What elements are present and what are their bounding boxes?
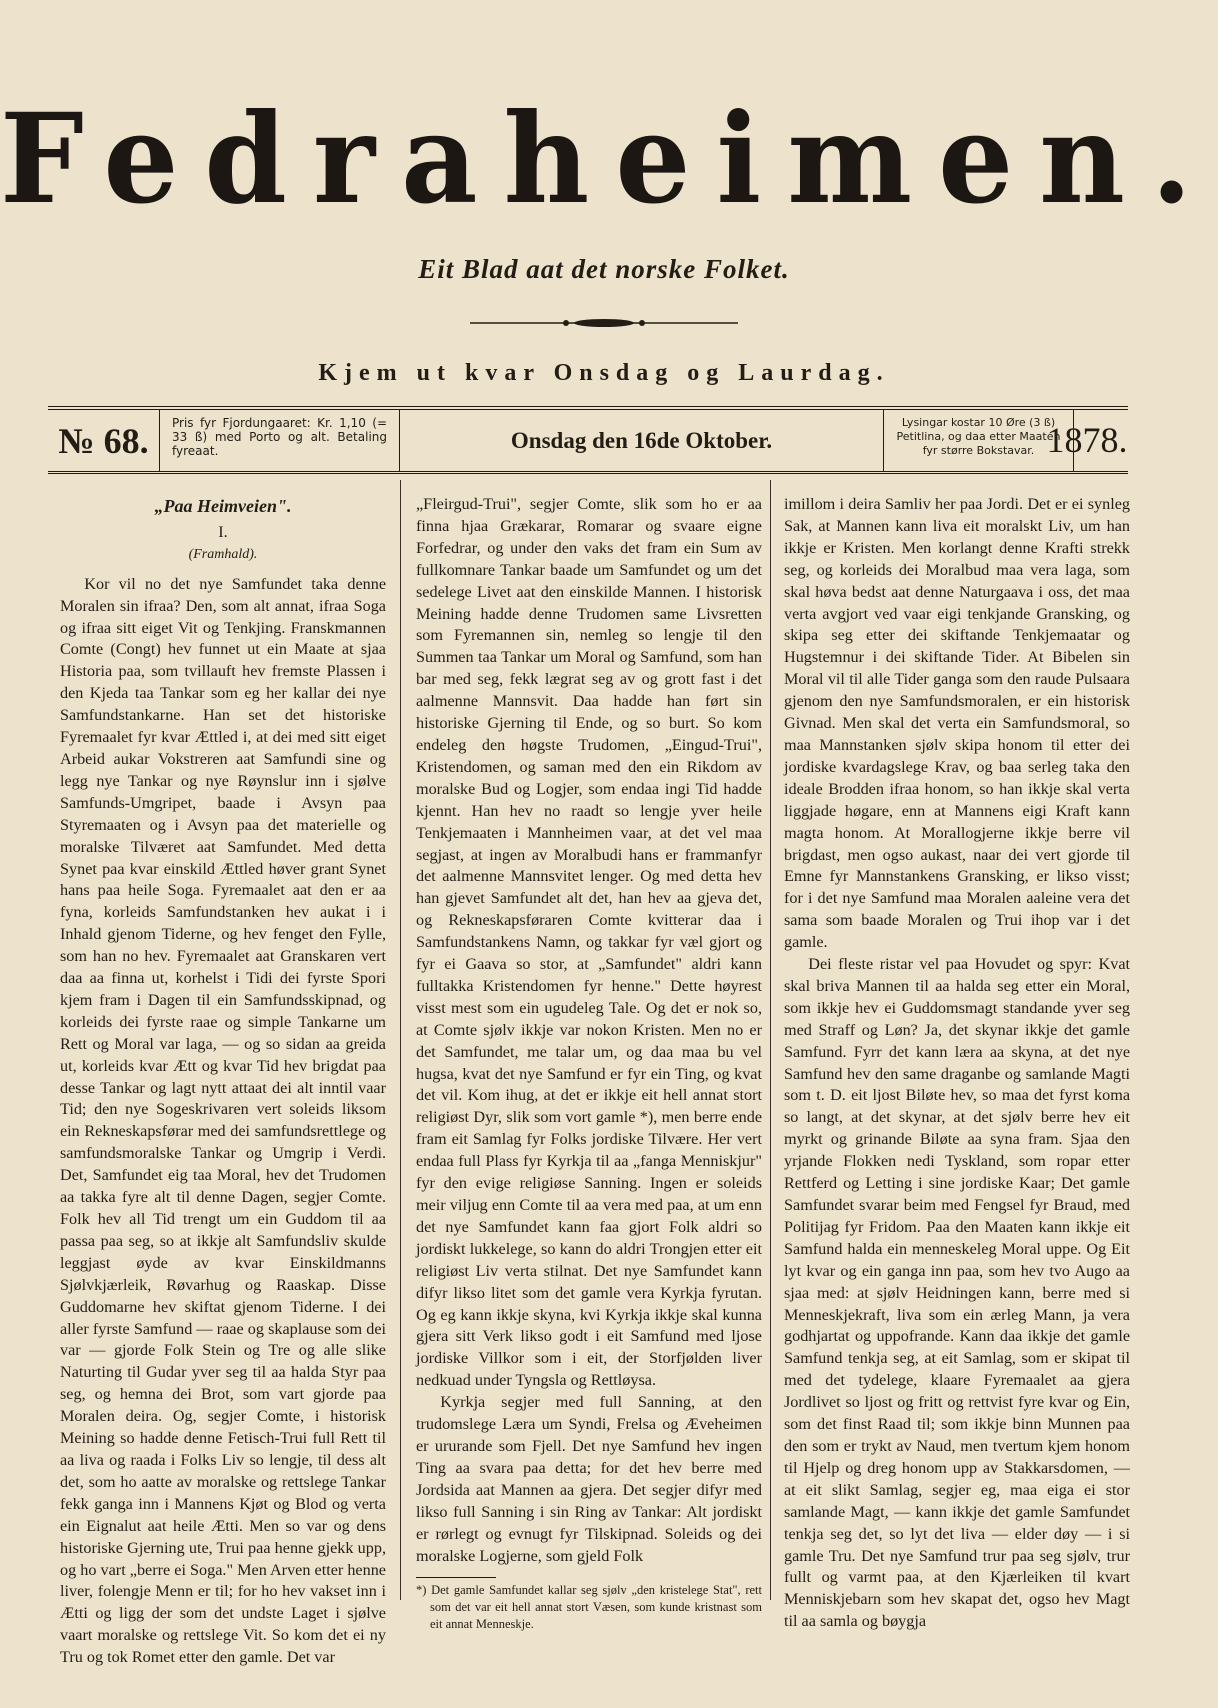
article-part: I.	[218, 522, 228, 541]
masthead-subtitle: Eit Blad aat det norske Folket.	[418, 254, 790, 284]
column-3	[784, 494, 1130, 1631]
article-note: (Framhald).	[188, 546, 258, 562]
masthead-title: Fedraheimen.	[0, 85, 1218, 232]
paragraph: Kyrkja segjer med full Sanning, at den trudomslege Læra um Syndi, Frelsa og Æveheimen er ururande som Fjell. Det nye Samfund hev ingen Ting aa svara paa detta; for det hev berre med Jordsida aat Mannen aa gjera. Det segjer difyr med likso full Sanning i sin Ring av Tankar: Alt jordiskt er rørlegt og evnugt fyr Tilskipnad. Soleids og dei moralske Logjerne, som gjeld Folk	[416, 1393, 762, 1565]
issue-year: 1878.	[1046, 420, 1128, 460]
paragraph: Dei fleste ristar vel paa Hovudet og spyr: Kvat skal briva Mannen til aa halda seg etter ein Moral, som ikkje hev ei Guddomsmagt standande yver seg med Straff og Løn? Ja, det skynar ikkje det gamle Samfund. Fyrr det kann læra aa skyna, at det nye Samfund hev den same draganbe og samlande Magti som t. D. eit ljost Biløte hev, so maa det fyrst koma so langt, at det skynar, at det sjølv berre hev eit myrkt og grinande Biløte aa syna fram. Sjaa den yrjande Flokken nedi Tyskland, som ropar etter Rettferd og Letting i sine jordiske Kaar; Det gamle Samfundet svarar beim med Fengsel fyr Braud, med Politijag fyr Fridom. Paa den Maaten kann ikkje eit Samfund halda ein menneskeleg Moral uppe. Og Eit lyt kvar og ein ganga inn paa, som hev tvo Augo aa sjaa med: at sjølv Heidningen kann, berre med si Menneskjekraft, liva som ein ærleg Mann, ja vera godhjartat og uppofrande. Kann daa ikkje det gamle Samfund tenkja seg, at eit Samlag, som er skipat til med det tydelege, klaare Fyremaalet aa gjera Jordlivet so ljost og fritt og rettvist fyre kvar og Ein, som det finst Raad til; som ikkje binn Munnen paa den som er trykt av Naud, men tvertum kjem honom til Hjelp og dreg honom upp av Stakkarsdomen, — at eit slikt Samlag, segjer eg, maa eiga ei stor samlande Magt, — kann ikkje det gamle Samfundet tenkja seg det, so lyt det liva — elder døy — i si gamle Tru. Det nye Samfund trur paa seg sjølv, trur fullt og varmt paa, at den Kjærleiken til kvart Menniskjebarn som hev skapat det, ogso hev Magt til aa samla og bøygja	[784, 955, 1130, 1631]
paragraph: Kor vil no det nye Samfundet taka denne Moralen sin ifraa? Den, som alt annat, ifraa Soga og ifraa sitt eiget Vit og Tenkjing. Franskmannen Comte (Congt) hev funnet ut ein Maate at sjaa Historia paa, som tvillauft hev fremste Plassen i den Kjeda taa Tankar som eg her kallar dei nye Samfundstankarne. Han set det historiske Fyremaalet fyr kvar Ættled i, at dei med sitt eiget Arbeid aukar Vokstreren aat Samfundi sine og legg nye Tankar og nye Røynslur inn i sjølve Samfunds-Umgripet, baade i Avsyn paa Styremaaten og i Avsyn paa det materielle og moralske Tilværet aat Samfundet. Med detta Synet paa kvar einskild Ættled høver grant Synet hans paa heile Soga. Fyremaalet aat den er aa fyna, korleids Samfundstanken hev aukat i i Inhald gjenom Tiderne, og hev fenget den Fylle, som han no hev. Fyremaalet aat Granskaren vert daa aa finna ut, korhelst i Tidi dei fyrste Spori kjem fram i Dagen til ein Samfundsskipnad, og korleids dei fyrste raae og simple Tankarne um Rett og Moral var laga, — og so sidan aa greida ut, korleids kvar Ætt og kvar Tid hev brigdat paa desse Tankar og lagt nytt attaat dei alt inntil vaar Tid; den nye Sogeskrivaren vert soleids liksom ein Rekneskapsførar med dei samfundsrettlege og samfundsmoralske Tankar og Umgrip i Verdi. Det, Samfundet eig taa Moral, hev det Trudomen aa takka fyre alt til denne Dagen, segjer Comte. Folk hev all Tid trengt um ein Guddom til aa passa paa seg, so at ikkje alt Samfundsliv skulde leggjast øyde av kvar Einskildmanns Sjølvkjærleik, Røvarhug og Raaskap. Disse Guddomarne hev skiftat gjenom Tiderne. I dei aller fyrste Samfund — raae og skaplause som dei var — gjorde Folk Stein og Tre og alle slike Naturting til Gudar yver seg til aa halda Styr paa seg, og hemna dei Brot, som vart gjorde paa Moralen deira. Og, segjer Comte, i historisk Meining so hadde denne Fetisch-Trui full Rett til aa liva og raada i Folks Liv so lengje, til dess alt det, som ho aatte av moralske og rettslege Tankar fekk ganga inn i Mannens Kjøt og Blod og verta ein Eignalut aat heile Ætti. Men so var og dens historiske Gjerning ute, Trui paa henne gjekk upp, og ho vart „berre ei Soga." Men Arven etter henne liver, folengje Menn er til; for ho hev vakset inn i Ætti og ligg der som det undste Laget i sjølve vaart moralske og rettslege Vit. So kom det ei ny Tru og tok Romet etter den gamle. Det var	[60, 574, 386, 1667]
issue-date: Onsdag den 16de Oktober.	[400, 410, 884, 471]
column-rule	[770, 480, 771, 1600]
info-bar	[48, 406, 1128, 474]
publication-schedule: Kjem ut kvar Onsdag og Laurdag.	[318, 360, 890, 386]
column-rule	[400, 480, 401, 1600]
advertising-rates: Lysingar kostar 10 Øre (3 ß) Petitlina, og daa etter Maaten fyr større Bokstavar.	[884, 410, 1074, 471]
paragraph: imillom i deira Samliv her paa Jordi. Det er ei synleg Sak, at Mannen kann liva eit moralskt Liv, um han ikkje er Kristen. Men korlangt denne Krafti strekk seg, og korleids dei Moralbud maa vera laga, som skal høva bedst aat denne Naturgaava i oss, det maa verta avgjort ved vaar eigi tenkjande Gransking, og skipa seg etter dei skiftande Tenkjemaatar og Hugstemnur i dei skiftande Tider. At Bibelen sin Moral vil til alle Tider ganga som den raude Pulsaara gjenom den nye Samfundsmoralen, er ein historisk Givnad. Men skal det verta ein Samfundsmoral, so maa Mannstanken sjølv skipa honom til etter dei jordiske kvardagslege Krav, og baa serleg taka den ideale Brodden ifraa honom, so han ikkje skal verta liggjade høgare, enn at Mannens eigi Kraft kann magta honom. At Morallogjerne ikkje berre vil brigdast, men ogso aukast, naar dei vert gjorde til Emne fyr Mannstankens Gransking, er likso visst; for i det nye Samfund maa Moralen aaleine vera det sama som baade Moralen og Trui ihop var i det gamle.	[784, 495, 1130, 952]
article-title: „Paa Heimveien".	[154, 496, 292, 516]
subscription-price: Pris fyr Fjordungaaret: Kr. 1,10 (= 33 ß) med Porto og alt. Betaling fyreaat.	[160, 410, 400, 471]
issue-number: № 68.	[48, 410, 160, 471]
footnote: *) Det gamle Samfundet kallar seg sjølv „den kristelege Stat", rett som det var eit hell annat stort Væsen, som kunde kristnast som eit annat Menneskje.	[416, 1583, 762, 1632]
column-1	[60, 494, 386, 1667]
footnote-rule	[416, 1577, 496, 1578]
column-2	[416, 494, 762, 1632]
ornament-divider-icon	[470, 314, 738, 332]
paragraph: „Fleirgud-Trui", segjer Comte, slik som ho er aa finna hjaa Grækarar, Romarar og svaare eigne Forfedrar, og under den vaks det fram ein Sum av fullkomnare Tankar baade um Samfundet og um det sedelege Livet aat den einskilde Mannen. I historisk Meining hadde denne Trudomen same Livsretten som Fyremannen sin, nemleg so lengje til den Summen taa Tankar um Moral og Samfund, som han bar med seg, fekk lægrat seg av og grott fast i det aalmenne Mannsvit. Daa hadde han ført sin historiske Gjerning til Ende, og so burt. So kom endeleg den høgste Trudomen, „Eingud-Trui", Kristendomen, og saman med den ein Rikdom av moralske Bud og Logjer, som endaa ingi Tid hadde kjennt. Han hev no raadt so lengje yver heile Tenkjemaaten i Mannheimen vaar, at det vel maa segjast, at ingen av Moralbudi hans er frammanfyr det aalmenne Mannsvitet lenger. Og med detta hev han gjevet Samfundet alt det, han hev aa gjeva det, og Rekneskapsføraren Comte kvitterar daa i Samfundstankens Namn, og takkar fyr væl gjort og fyr ei Gaava so stor, at „Samfundet" aldri kann fulltakka Kristendomen fyr henne." Dette høyrest visst mest som ein ugudeleg Tale. Og det er nok so, at Comte sjølv ikkje var nokon Kristen. Men no er det Samfundet, me talar um, og daa maa bu vel hugsa, kvat det nye Samfund er fyr ein Ting, og kvat det vil. Kom ihug, at det er ikkje eit hell annat stort religiøst Dyr, slik som vort gamle *), men berre ende fram eit Samlag fyr Folks jordiske Tilvære. Her vert endaa full Plass fyr Kyrkja til aa „fanga Menniskjur" fyr den evige religiøse Sanning. Ingen er soleids meir viljug enn Comte til aa vera med paa, at um enn det nye Samfundet kann faa gjort Folk aldri so jordiskt lukkelege, so kann do aldri Trongjen etter eit religiøst Liv verta stilnat. Det nye Samfundet kann difyr likso litet som det gamle vera Kyrkja fyrutan. Og eg kann ikkje skyna, kvi Kyrkja ikkje skal kunna gjera sitt Verk likso godt i eit Samfund med ljose jordiske Villkor som i eit, der Storfjølden liver nedkuad under Tyngsla og Rettløysa.	[416, 495, 762, 1390]
